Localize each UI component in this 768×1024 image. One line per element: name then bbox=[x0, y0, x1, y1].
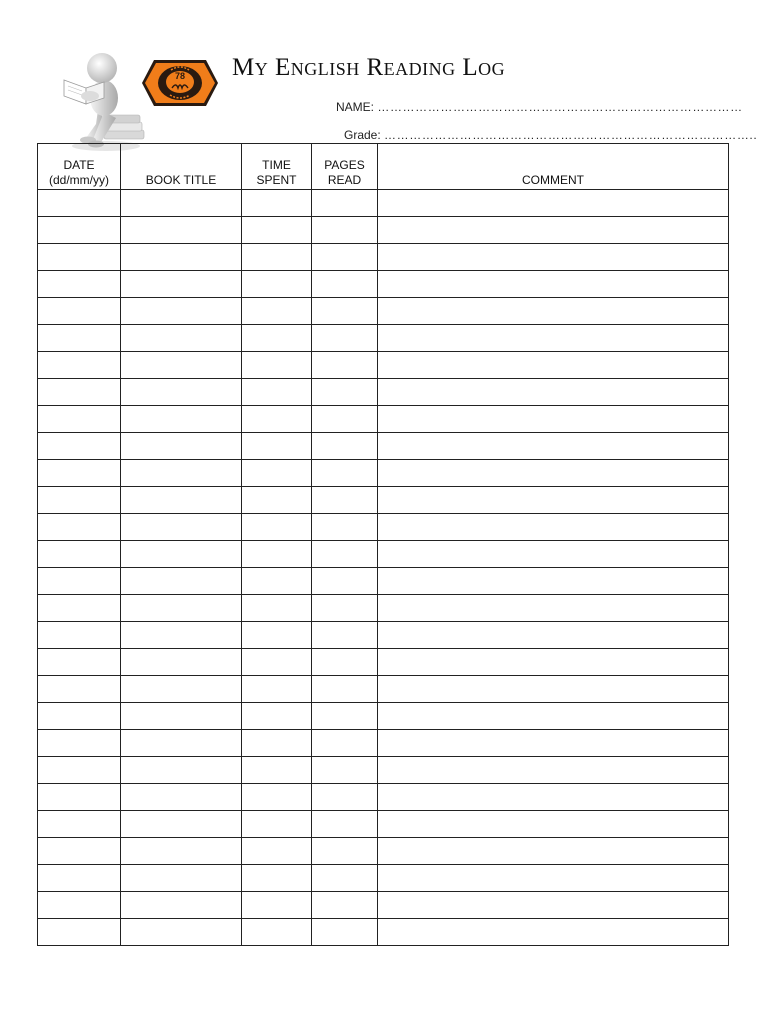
book-title-cell[interactable] bbox=[121, 433, 242, 460]
comment-cell[interactable] bbox=[378, 811, 729, 838]
grade-field[interactable] bbox=[344, 128, 757, 142]
book-title-cell[interactable] bbox=[121, 514, 242, 541]
time-spent-cell[interactable] bbox=[242, 217, 312, 244]
date-cell[interactable] bbox=[38, 784, 121, 811]
table-row bbox=[38, 622, 729, 649]
book-title-cell[interactable] bbox=[121, 892, 242, 919]
table-row bbox=[38, 730, 729, 757]
date-cell[interactable] bbox=[38, 541, 121, 568]
comment-cell[interactable] bbox=[378, 784, 729, 811]
book-title-cell[interactable] bbox=[121, 811, 242, 838]
time-spent-cell[interactable] bbox=[242, 244, 312, 271]
time-spent-cell[interactable] bbox=[242, 487, 312, 514]
column-header-time-spent: TIME SPENT bbox=[242, 144, 312, 190]
column-header-book-title: BOOK TITLE bbox=[121, 144, 242, 190]
table-row bbox=[38, 919, 729, 946]
comment-cell[interactable] bbox=[378, 271, 729, 298]
name-label: NAME: bbox=[336, 100, 375, 114]
time-spent-cell[interactable] bbox=[242, 649, 312, 676]
time-spent-cell[interactable] bbox=[242, 379, 312, 406]
book-title-cell[interactable] bbox=[121, 460, 242, 487]
date-cell[interactable] bbox=[38, 595, 121, 622]
date-cell[interactable] bbox=[38, 487, 121, 514]
comment-cell[interactable] bbox=[378, 730, 729, 757]
book-title-cell[interactable] bbox=[121, 865, 242, 892]
grade-label: Grade: bbox=[344, 128, 381, 142]
pages-read-cell[interactable] bbox=[312, 298, 378, 325]
pages-read-cell[interactable] bbox=[312, 649, 378, 676]
table-row bbox=[38, 433, 729, 460]
pages-read-cell[interactable] bbox=[312, 541, 378, 568]
time-spent-cell[interactable] bbox=[242, 838, 312, 865]
table-row bbox=[38, 217, 729, 244]
school-logo bbox=[140, 58, 220, 108]
date-cell[interactable] bbox=[38, 649, 121, 676]
book-title-cell[interactable] bbox=[121, 919, 242, 946]
column-header-date: DATE (dd/mm/yy) bbox=[38, 144, 121, 190]
book-title-cell[interactable] bbox=[121, 676, 242, 703]
table-row bbox=[38, 703, 729, 730]
book-title-cell[interactable] bbox=[121, 379, 242, 406]
date-cell[interactable] bbox=[38, 379, 121, 406]
time-spent-cell[interactable] bbox=[242, 406, 312, 433]
book-title-cell[interactable] bbox=[121, 406, 242, 433]
pages-read-cell[interactable] bbox=[312, 514, 378, 541]
table-row bbox=[38, 784, 729, 811]
table-row bbox=[38, 676, 729, 703]
pages-read-cell[interactable] bbox=[312, 487, 378, 514]
date-cell[interactable] bbox=[38, 838, 121, 865]
time-spent-cell[interactable] bbox=[242, 811, 312, 838]
book-title-cell[interactable] bbox=[121, 190, 242, 217]
comment-cell[interactable] bbox=[378, 622, 729, 649]
time-spent-cell[interactable] bbox=[242, 730, 312, 757]
comment-cell[interactable] bbox=[378, 460, 729, 487]
time-spent-cell[interactable] bbox=[242, 865, 312, 892]
table-row bbox=[38, 649, 729, 676]
comment-cell[interactable] bbox=[378, 757, 729, 784]
table-row bbox=[38, 244, 729, 271]
time-spent-cell[interactable] bbox=[242, 352, 312, 379]
book-title-cell[interactable] bbox=[121, 757, 242, 784]
table-row bbox=[38, 487, 729, 514]
time-spent-cell[interactable] bbox=[242, 433, 312, 460]
date-cell[interactable] bbox=[38, 244, 121, 271]
book-title-cell[interactable] bbox=[121, 271, 242, 298]
pages-read-cell[interactable] bbox=[312, 919, 378, 946]
time-spent-cell[interactable] bbox=[242, 460, 312, 487]
date-cell[interactable] bbox=[38, 325, 121, 352]
book-title-cell[interactable] bbox=[121, 730, 242, 757]
comment-cell[interactable] bbox=[378, 865, 729, 892]
table-row bbox=[38, 811, 729, 838]
pages-read-cell[interactable] bbox=[312, 676, 378, 703]
book-title-cell[interactable] bbox=[121, 568, 242, 595]
date-cell[interactable] bbox=[38, 352, 121, 379]
pages-read-cell[interactable] bbox=[312, 325, 378, 352]
pages-read-cell[interactable] bbox=[312, 865, 378, 892]
comment-cell[interactable] bbox=[378, 406, 729, 433]
reading-log-table bbox=[37, 143, 729, 946]
pages-read-cell[interactable] bbox=[312, 622, 378, 649]
pages-read-cell[interactable] bbox=[312, 433, 378, 460]
comment-cell[interactable] bbox=[378, 352, 729, 379]
reading-mascot-illustration bbox=[46, 44, 146, 152]
pages-read-cell[interactable] bbox=[312, 757, 378, 784]
time-spent-cell[interactable] bbox=[242, 676, 312, 703]
comment-cell[interactable] bbox=[378, 838, 729, 865]
time-spent-cell[interactable] bbox=[242, 568, 312, 595]
book-title-cell[interactable] bbox=[121, 244, 242, 271]
comment-cell[interactable] bbox=[378, 325, 729, 352]
time-spent-cell[interactable] bbox=[242, 892, 312, 919]
date-cell[interactable] bbox=[38, 622, 121, 649]
time-spent-cell[interactable] bbox=[242, 271, 312, 298]
pages-read-cell[interactable] bbox=[312, 406, 378, 433]
book-title-cell[interactable] bbox=[121, 298, 242, 325]
table-row bbox=[38, 271, 729, 298]
pages-read-cell[interactable] bbox=[312, 460, 378, 487]
pages-read-cell[interactable] bbox=[312, 568, 378, 595]
date-cell[interactable] bbox=[38, 865, 121, 892]
date-cell[interactable] bbox=[38, 676, 121, 703]
date-cell[interactable] bbox=[38, 514, 121, 541]
table-row bbox=[38, 460, 729, 487]
table-row bbox=[38, 352, 729, 379]
table-row bbox=[38, 514, 729, 541]
date-cell[interactable] bbox=[38, 298, 121, 325]
pages-read-cell[interactable] bbox=[312, 379, 378, 406]
table-row bbox=[38, 406, 729, 433]
comment-cell[interactable] bbox=[378, 919, 729, 946]
table-header-row bbox=[38, 144, 729, 190]
comment-cell[interactable] bbox=[378, 217, 729, 244]
time-spent-cell[interactable] bbox=[242, 190, 312, 217]
time-spent-cell[interactable] bbox=[242, 595, 312, 622]
comment-cell[interactable] bbox=[378, 649, 729, 676]
comment-cell[interactable] bbox=[378, 379, 729, 406]
book-title-cell[interactable] bbox=[121, 352, 242, 379]
book-title-cell[interactable] bbox=[121, 541, 242, 568]
table-row bbox=[38, 541, 729, 568]
comment-cell[interactable] bbox=[378, 595, 729, 622]
pages-read-cell[interactable] bbox=[312, 244, 378, 271]
pages-read-cell[interactable] bbox=[312, 784, 378, 811]
comment-cell[interactable] bbox=[378, 244, 729, 271]
pages-read-cell[interactable] bbox=[312, 811, 378, 838]
date-cell[interactable] bbox=[38, 703, 121, 730]
book-title-cell[interactable] bbox=[121, 595, 242, 622]
book-title-cell[interactable] bbox=[121, 487, 242, 514]
date-cell[interactable] bbox=[38, 406, 121, 433]
comment-cell[interactable] bbox=[378, 541, 729, 568]
table-row bbox=[38, 838, 729, 865]
time-spent-cell[interactable] bbox=[242, 919, 312, 946]
table-row bbox=[38, 595, 729, 622]
time-spent-cell[interactable] bbox=[242, 757, 312, 784]
table-row bbox=[38, 892, 729, 919]
date-cell[interactable] bbox=[38, 460, 121, 487]
pages-read-cell[interactable] bbox=[312, 595, 378, 622]
book-title-cell[interactable] bbox=[121, 838, 242, 865]
page-title: My English Reading Log bbox=[232, 54, 506, 81]
comment-cell[interactable] bbox=[378, 487, 729, 514]
comment-cell[interactable] bbox=[378, 298, 729, 325]
pages-read-cell[interactable] bbox=[312, 352, 378, 379]
comment-cell[interactable] bbox=[378, 676, 729, 703]
book-title-cell[interactable] bbox=[121, 703, 242, 730]
date-cell[interactable] bbox=[38, 568, 121, 595]
date-cell[interactable] bbox=[38, 892, 121, 919]
column-header-pages-read: PAGES READ bbox=[312, 144, 378, 190]
time-spent-cell[interactable] bbox=[242, 514, 312, 541]
table-row bbox=[38, 757, 729, 784]
pages-read-cell[interactable] bbox=[312, 703, 378, 730]
pages-read-cell[interactable] bbox=[312, 892, 378, 919]
pages-read-cell[interactable] bbox=[312, 271, 378, 298]
time-spent-cell[interactable] bbox=[242, 541, 312, 568]
date-cell[interactable] bbox=[38, 190, 121, 217]
time-spent-cell[interactable] bbox=[242, 784, 312, 811]
date-cell[interactable] bbox=[38, 217, 121, 244]
comment-cell[interactable] bbox=[378, 514, 729, 541]
name-blank-line: …………………………………………………………………………… bbox=[377, 100, 743, 114]
date-cell[interactable] bbox=[38, 271, 121, 298]
book-title-cell[interactable] bbox=[121, 784, 242, 811]
logo-number: 78 bbox=[174, 71, 186, 81]
date-cell[interactable] bbox=[38, 730, 121, 757]
comment-cell[interactable] bbox=[378, 433, 729, 460]
time-spent-cell[interactable] bbox=[242, 703, 312, 730]
book-title-cell[interactable] bbox=[121, 217, 242, 244]
table-row bbox=[38, 298, 729, 325]
book-title-cell[interactable] bbox=[121, 649, 242, 676]
time-spent-cell[interactable] bbox=[242, 622, 312, 649]
comment-cell[interactable] bbox=[378, 568, 729, 595]
date-cell[interactable] bbox=[38, 757, 121, 784]
comment-cell[interactable] bbox=[378, 190, 729, 217]
comment-cell[interactable] bbox=[378, 703, 729, 730]
time-spent-cell[interactable] bbox=[242, 298, 312, 325]
date-cell[interactable] bbox=[38, 811, 121, 838]
pages-read-cell[interactable] bbox=[312, 730, 378, 757]
table-row bbox=[38, 865, 729, 892]
table-row bbox=[38, 379, 729, 406]
book-title-cell[interactable] bbox=[121, 325, 242, 352]
name-field[interactable] bbox=[336, 100, 743, 114]
table-row bbox=[38, 325, 729, 352]
table-row bbox=[38, 568, 729, 595]
time-spent-cell[interactable] bbox=[242, 325, 312, 352]
pages-read-cell[interactable] bbox=[312, 838, 378, 865]
date-cell[interactable] bbox=[38, 433, 121, 460]
book-title-cell[interactable] bbox=[121, 622, 242, 649]
comment-cell[interactable] bbox=[378, 892, 729, 919]
pages-read-cell[interactable] bbox=[312, 190, 378, 217]
date-cell[interactable] bbox=[38, 919, 121, 946]
column-header-comment: COMMENT bbox=[378, 144, 729, 190]
pages-read-cell[interactable] bbox=[312, 217, 378, 244]
table-row bbox=[38, 190, 729, 217]
grade-blank-line: …………………………………………………………………………….. bbox=[384, 128, 758, 142]
